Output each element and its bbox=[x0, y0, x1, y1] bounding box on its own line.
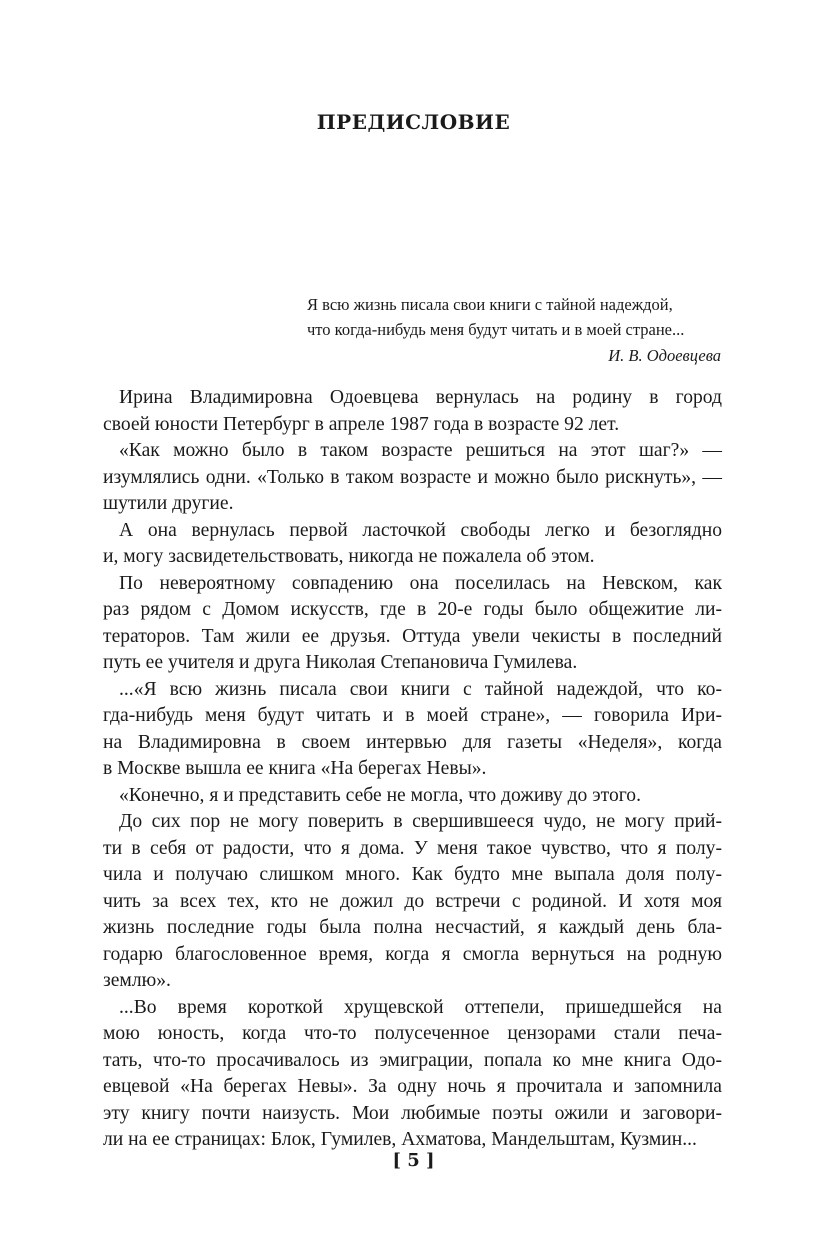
paragraph-line: До сих пор не могу поверить в свершившееся чудо, не могу прий- bbox=[119, 811, 722, 832]
paragraph-line: путь ее учителя и друга Николая Степановича Гумилева. bbox=[103, 652, 578, 673]
paragraph bbox=[103, 518, 722, 571]
paragraph-line: ...Во время короткой хрущевской оттепели, пришедшейся на bbox=[119, 996, 722, 1018]
paragraph-line: евцевой «На берегах Невы». За одну ночь я прочитала и запомнила bbox=[103, 1076, 722, 1097]
paragraph-line: чила и получаю слишком много. Как будто мне выпала доля полу- bbox=[103, 864, 722, 885]
paragraph-line: ти в себя от радости, что я дома. У меня такое чувство, что я полу- bbox=[103, 837, 722, 859]
chapter-title: ПРЕДИСЛОВИЕ bbox=[316, 110, 511, 134]
paragraph-line: гда-нибудь меня будут читать и в моей стране», — говорила Ири- bbox=[103, 705, 722, 726]
epigraph-line: что когда-нибудь меня будут читать и в моей стране... bbox=[307, 320, 685, 339]
paragraph-line: жизнь последние годы была полна несчастий, я каждый день бла- bbox=[103, 917, 722, 938]
paragraph bbox=[103, 385, 722, 438]
paragraph-line: Ирина Владимировна Одоевцева вернулась на родину в город bbox=[119, 387, 722, 408]
body-text bbox=[103, 385, 722, 1154]
paragraph-line: своей юности Петербург в апреле 1987 года в возрасте 92 лет. bbox=[103, 413, 620, 435]
paragraph-line: тать, что-то просачивалось из эмиграции, попала ко мне книга Одо- bbox=[103, 1049, 722, 1071]
paragraph-line: А она вернулась первой ласточкой свободы легко и безоглядно bbox=[119, 519, 722, 541]
paragraph bbox=[103, 438, 722, 518]
paragraph-line: тераторов. Там жили ее друзья. Оттуда увели чекисты в последний bbox=[103, 625, 722, 647]
paragraph-line: в Москве вышла ее книга «На берегах Невы». bbox=[103, 758, 487, 779]
paragraph-line: мою юность, когда что-то полусеченное цензорами стали печа- bbox=[103, 1023, 722, 1044]
paragraph bbox=[103, 995, 722, 1154]
paragraph bbox=[103, 571, 722, 677]
paragraph-line: на Владимировна в своем интервью для газеты «Неделя», когда bbox=[103, 731, 722, 753]
page-number: [ 5 ] bbox=[392, 1150, 435, 1171]
paragraph-line: чить за всех тех, кто не дожил до встречи с родиной. И хотя моя bbox=[103, 890, 722, 912]
epigraph-author: И. В. Одоевцева bbox=[608, 346, 721, 365]
paragraph-line: раз рядом с Домом искусств, где в 20-е годы было общежитие ли- bbox=[103, 599, 722, 620]
epigraph-line: Я всю жизнь писала свои книги с тайной надеждой, bbox=[307, 295, 673, 314]
paragraph-line: и, могу засвидетельствовать, никогда не пожалела об этом. bbox=[103, 546, 595, 567]
paragraph bbox=[103, 677, 722, 783]
paragraph bbox=[103, 809, 722, 995]
epigraph bbox=[307, 292, 721, 368]
paragraph bbox=[103, 783, 722, 810]
paragraph-line: ...«Я всю жизнь писала свои книги с тайной надеждой, что ко- bbox=[119, 678, 722, 700]
paragraph-line: «Как можно было в таком возрасте решиться на этот шаг?» — bbox=[119, 440, 722, 461]
paragraph-line: По невероятному совпадению она поселилась на Невском, как bbox=[119, 572, 722, 594]
paragraph-line: землю». bbox=[103, 970, 171, 991]
paragraph-line: ли на ее страницах: Блок, Гумилев, Ахматова, Мандельштам, Кузмин... bbox=[103, 1129, 697, 1150]
paragraph-line: изумлялись одни. «Только в таком возрасте и можно было рискнуть», — шутили другие. bbox=[103, 466, 722, 514]
paragraph-line: годарю благословенное время, когда я смогла вернуться на родную bbox=[103, 943, 722, 965]
paragraph-line: «Конечно, я и представить себе не могла, что доживу до этого. bbox=[119, 784, 642, 806]
paragraph-line: эту книгу почти наизусть. Мои любимые поэты ожили и заговори- bbox=[103, 1102, 722, 1124]
